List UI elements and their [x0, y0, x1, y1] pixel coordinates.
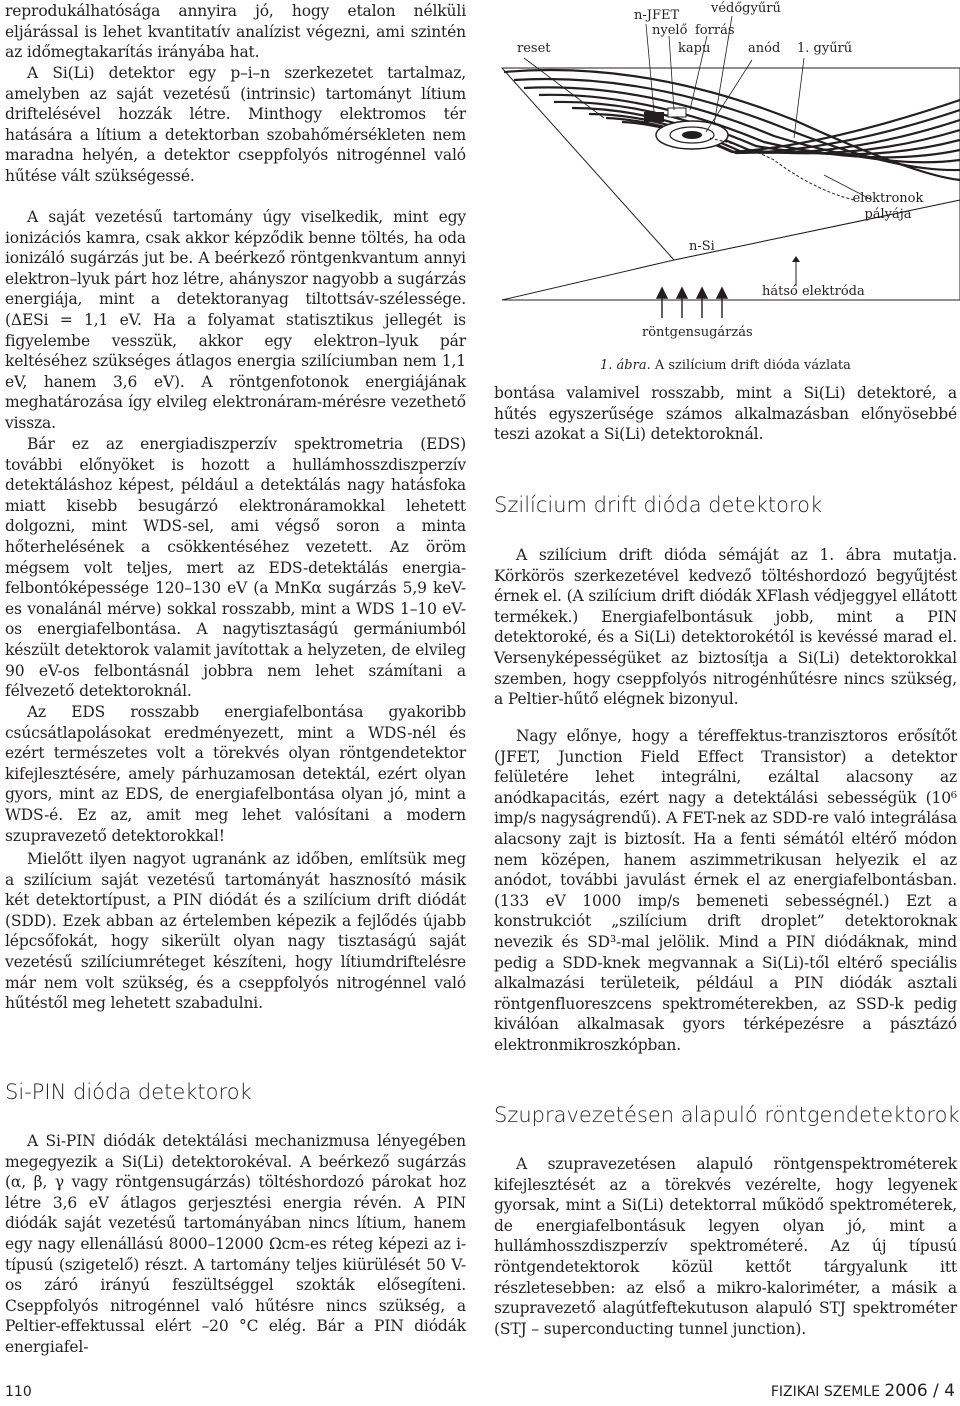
journal-issue: 2006 / 4 — [884, 1381, 955, 1401]
jfet-block — [644, 112, 664, 122]
jfet-gate — [668, 108, 686, 117]
page-number: 110 — [5, 1384, 32, 1400]
section-heading-sdd: Szilícium drift dióda detektorok — [494, 493, 823, 517]
paragraph: A saját vezetésű tartomány úgy viselkedik, mint egy ionizációs kamra, csak akkor képződik benne töltés, ha oda ionizáló sugárzás jut be. A beérkező röntgenkvantum annyi elektron–lyuk párt hoz létre, ahányszor nagyobb a sugárzás energiája, mint a detektoranyag tiltottsáv-szélessége. (ΔESi = 1,1 eV. Ha a folyamat statisztikus jellegét is figyelembe vesszük, akkor egy elektron–lyuk pár keltéséhez szükséges átlagos energia szilíciumban nem 1,1 eV, hanem 3,6 eV). A röntgenfotonok energiájának meghatározása így elvileg elektronáram-mérésre vezethető vissza. — [5, 208, 466, 432]
paragraph: bontása valamivel rosszabb, mint a Si(Li) detektoré, a hűtés egyszerűsége számos alkalmazásban előnyösebbé teszi azokat a Si(Li) detektoroknál. — [494, 384, 957, 444]
label-gyuru1: 1. gyűrű — [797, 41, 853, 56]
label-vedogyuru: védőgyűrű — [711, 1, 781, 16]
figure-sdd-diagram — [494, 0, 960, 380]
label-nyelo: nyelő — [652, 23, 688, 38]
paragraph: Nagy előnye, hogy a téreffektus-tranzisztoros erősítőt (JFET, Junction Field Effect Transistor) a detektor felületére lehet integrálni, ezáltal alacsony az anódkapacitás, ezért nagy a detektálási sebességük (10⁶ imp/s nagyságrendű). A FET-nek az SDD-re való integrálása alacsony zajt is biztosít. Ha a fenti sémától eltérő módon nem középen, hanem aszimmetrikusan helyezik el az anódot, további javulást érnek el az energiafelbontásban. (133 eV 1000 imp/s bemeneti sebességnél.) Ezt a konstrukciót „szilícium drift droplet” detektoroknak nevezik és SD³-mal jelölik. Mind a PIN diódáknak, mind pedig a SDD-knek megvannak a Si(Li)-től eltérő speciális alkalmazási területeik, például a PIN diódák asztali röntgenfluoreszcens spektrométerekben, az SSD-k pedig kiválóan alkalmasak gyors térképezésre a pásztázó elektronmikroszkópban. — [494, 727, 957, 1054]
journal-footer — [771, 1381, 955, 1401]
paragraph: A Si-PIN diódák detektálási mechanizmusa lényegében megegyezik a Si(Li) detektorokéval. A beérkező sugárzás (α, β, γ vagy röntgensugárzás) töltéshordozó párokat hoz létre 3,6 eV átlagos gerjesztési energia révén. A PIN diódák saját vezetésű tartományában nincs lítium, hanem egy nagy ellenállású 8000–12000 Ωcm-es réteg képezi az i-típusú (szigetelő) részt. A tartomány teljes kiürülését 50 V-os záró irányú feszültséggel szokták elősegíteni. Cseppfolyós nitrogénnel való hűtésre nincs szükség, a Peltier-effektussal elért –20 °C elég. Bár a PIN diódák energiafel- — [5, 1132, 466, 1356]
figure-caption — [600, 358, 851, 373]
paragraph: Az EDS rosszabb energiafelbontása gyakoribb csúcsátlapolásokat eredményezett, mint a WDS-nél és ezért természetes volt a törekvés olyan röntgendetektor kifejlesztésére, amely párhuzamosan detektál, ezért olyan gyors, mint az EDS, de energiafelbontása olyan jó, mint a WDS-é. Ez az, amit meg lehet valósítani a modern szupravezető detektorokkal! — [5, 703, 466, 845]
caption-text: A szilícium drift dióda vázlata — [654, 358, 851, 373]
label-kapu: kapu — [678, 41, 711, 56]
label-anod: anód — [748, 41, 781, 56]
paragraph: A szupravezetésen alapuló röntgenspektrométerek kifejlesztését az a törekvés vezérelte, hogy legyenek gyorsak, mint a Si(Li) detektorral működő spektrométerek, de energiafelbontásuk legyen olyan jó, mint a hullámhosszdiszperzív spektrométeré. Az új típusú röntgendetektorok közül kettőt tárgyalunk itt részletesebben: az első a mikro-kaloriméter, a másik a szupravezető alagútfeftekutuson alapuló STJ spektrométer (STJ – superconducting tunnel junction). — [494, 1155, 957, 1338]
section-heading-szupra: Szupravezetésen alapuló röntgendetektorok — [494, 1103, 960, 1127]
paragraph: reprodukálhatósága annyira jó, hogy etalon nélküli eljárással is lehet kvantitatív analízist végezni, ami szintén az időmegtakarítás irányába hat. — [5, 2, 466, 62]
paragraph: A szilícium drift dióda sémáját az 1. ábra mutatja. Körkörös szerkezetével kedvező töltéshordozó begyűjtést érnek el. (A szilícium drift diódák XFlash védjeggyel ellátott termékek.) Energiafelbontásuk jobb, mint a PIN detektoroké, és a Si(Li) detektorokétól is kevéssé marad el. Versenyképességüket az biztosítja a Si(Li) detektorokkal szemben, hogy cseppfolyós nitrogénhűtésre nincs szükség, a Peltier-hűtő elégnek bizonyul. — [494, 546, 957, 709]
caption-number: 1. ábra. — [600, 358, 651, 373]
label-reset: reset — [517, 41, 551, 56]
paragraph: Mielőtt ilyen nagyot ugranánk az időben, említsük meg a szilícium saját vezetésű tartományát hasznosító másik két detektortípust, a PIN diódát és a szilícium drift diódát (SDD). Ezek abban az értelemben képezik a fejlődés újabb lépcsőfokát, hogy sikerült olyan nagy tisztaságú saját vezetésű szilíciumréteget készíteni, hogy lítiumdriftelésre már nem volt szükség, és a cseppfolyós nitrogénnel való hűtéstől meg lehetett szabadulni. — [5, 850, 466, 1013]
paragraph: Bár ez az energiadiszperzív spektrometria (EDS) további előnyöket is hozott a hullámhosszdiszperzív detektáláshoz képest, például a detektálás nagy hatásfoka miatt kisebb besugárzó elektronáramokkal lehetett dolgozni, mint WDS-sel, ami végső soron a minta hőterhelésének a csökkentéséhez vezetett. Az öröm mégsem volt teljes, mert az EDS-detektálás energia-felbontóképessége 120–130 eV (a MnKα sugárzás 5,9 keV-es vonalánál mérve) sokkal rosszabb, mint a WDS 1–10 eV-os energiafelbontása. A nagytisztaságú germániumból készült detektorok valamit javítottak a helyzeten, de elvileg 90 eV-os felbontásnál jobbra nem lehet számítani a félvezető detektoroknál. — [5, 435, 466, 701]
label-n-si: n-Si — [689, 239, 715, 254]
journal-name: FIZIKAI SZEMLE — [770, 1384, 880, 1400]
section-heading-sipin: Si-PIN dióda detektorok — [5, 1080, 252, 1104]
label-forras: forrás — [695, 23, 735, 38]
label-hatso-elektroda: hátsó elektróda — [762, 284, 865, 299]
label-rontgensugarzas: röntgensugárzás — [642, 325, 753, 340]
label-elektronok-palyaja: elektronok pályája — [852, 191, 924, 222]
sdd-schematic-svg — [494, 0, 960, 355]
label-n-jfet: n-JFET — [634, 8, 680, 23]
paragraph: A Si(Li) detektor egy p–i–n szerkezetet tartalmaz, amelyben az saját vezetésű (intrinsic) tartományt lítium driftelésével hozzák létre. Minthogy elektromos tér hatására a lítium a detektorban szobahőmérsékleten nem maradna helyén, a detektor cseppfolyós nitrogénnel való hűtése vált szükségessé. — [5, 64, 466, 185]
